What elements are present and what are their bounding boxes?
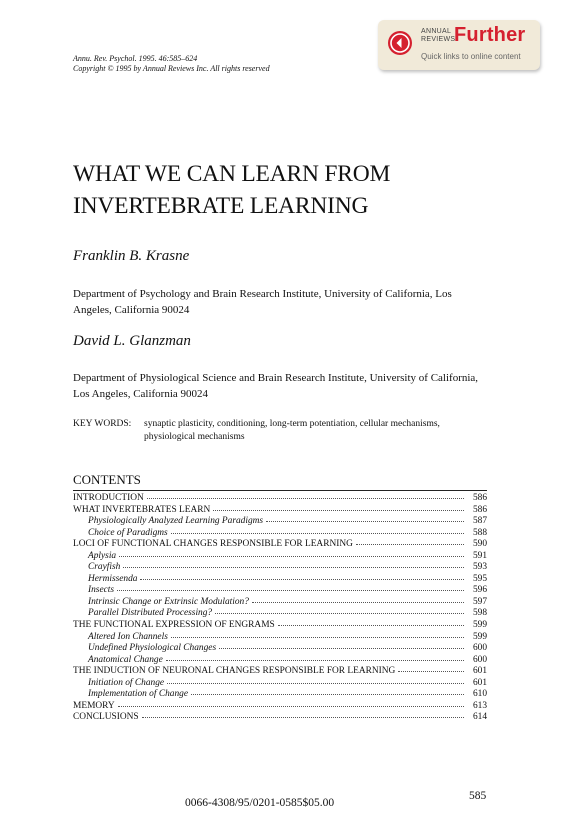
page-number: 585: [469, 790, 487, 802]
toc-entry[interactable]: [73, 710, 487, 722]
toc-leader-dots: [356, 536, 464, 545]
play-arrow-icon: [388, 31, 412, 55]
toc-entry-label: Altered Ion Channels: [88, 631, 168, 642]
price-code: 0066-4308/95/0201-0585$05.00: [185, 797, 335, 809]
toc-leader-dots: [167, 675, 464, 684]
toc-entry-label: Aplysia: [88, 550, 117, 561]
annual-reviews-further-link[interactable]: [378, 20, 540, 70]
toc-entry-label: THE INDUCTION OF NEURONAL CHANGES RESPONSIBLE FOR LEARNING: [73, 666, 396, 677]
keywords-label: KEY WORDS:: [73, 419, 132, 429]
toc-leader-dots: [171, 525, 464, 534]
toc-entry-label: Crayfish: [88, 562, 121, 573]
author-affiliation: Department of Psychology and Brain Research Institute, University of California, Los Angeles, California 90024: [73, 288, 452, 316]
toc-entry-page: 599: [472, 631, 487, 642]
toc-leader-dots: [118, 698, 464, 707]
toc-leader-dots: [171, 629, 464, 638]
further-wordmark: Further: [454, 24, 526, 46]
toc-entry-label: Parallel Distributed Processing?: [88, 608, 213, 619]
toc-entry-page: 614: [472, 712, 487, 723]
toc-leader-dots: [142, 709, 464, 718]
toc-entry-label: Physiologically Analyzed Learning Paradigms: [88, 516, 264, 527]
toc-leader-dots: [266, 513, 464, 522]
toc-entry-label: Insects: [88, 585, 115, 596]
toc-leader-dots: [117, 582, 464, 591]
toc-entry-label: Initiation of Change: [88, 677, 165, 688]
toc-entry-page: 598: [472, 608, 487, 619]
toc-entry-label: Choice of Paradigms: [88, 527, 168, 538]
toc-leader-dots: [252, 594, 464, 603]
toc-entry-page: 593: [472, 562, 487, 573]
toc-entry-page: 613: [472, 700, 487, 711]
toc-leader-dots: [119, 548, 464, 557]
toc-entry-page: 600: [472, 643, 487, 654]
toc-entry-label: LOCI OF FUNCTIONAL CHANGES RESPONSIBLE FOR LEARNING: [73, 539, 353, 550]
toc-entry-label: CONCLUSIONS: [73, 712, 139, 723]
toc-entry-page: 591: [472, 550, 487, 561]
toc-leader-dots: [166, 652, 464, 661]
toc-entry-label: Anatomical Change: [88, 654, 163, 665]
toc-leader-dots: [278, 617, 464, 626]
toc-entry-page: 595: [472, 573, 487, 584]
toc-leader-dots: [219, 640, 464, 649]
toc-leader-dots: [213, 502, 464, 511]
author-affiliation: Department of Physiological Science and Brain Research Institute, University of California, Los Angeles, California 90024: [73, 372, 479, 400]
toc-entry-page: 601: [472, 677, 487, 688]
toc-entry-label: INTRODUCTION: [73, 493, 144, 503]
journal-citation: Annu. Rev. Psychol. 1995. 46:585–624: [73, 54, 198, 63]
toc-leader-dots: [215, 605, 464, 614]
toc-entry-page: 596: [472, 585, 487, 596]
toc-leader-dots: [398, 663, 464, 672]
toc-entry-page: 610: [472, 689, 487, 700]
toc-entry-label: Undefined Physiological Changes: [88, 643, 217, 654]
toc-entry-label: Intrinsic Change or Extrinsic Modulation?: [88, 596, 249, 607]
toc-entry-label: MEMORY: [73, 700, 115, 711]
toc-entry-page: 586: [472, 504, 487, 515]
author-name: Franklin B. Krasne: [73, 248, 190, 264]
toc-entry-page: 600: [472, 654, 487, 665]
toc-entry-label: Hermissenda: [88, 573, 138, 584]
toc-leader-dots: [147, 490, 464, 499]
toc-leader-dots: [191, 686, 464, 695]
toc-entry-page: 587: [472, 516, 487, 527]
toc-entry-page: 601: [472, 666, 487, 677]
toc-entry-page: 586: [472, 493, 487, 503]
toc-entry-page: 597: [472, 596, 487, 607]
annual-reviews-logo-text: ANNUAL REVIEWS: [421, 28, 456, 43]
toc-entry-label: WHAT INVERTEBRATES LEARN: [73, 504, 211, 515]
toc-entry-page: 590: [472, 539, 487, 550]
toc-entry-page: 599: [472, 620, 487, 631]
toc-leader-dots: [140, 571, 464, 580]
toc-entry-page: 588: [472, 527, 487, 538]
copyright-notice: Copyright © 1995 by Annual Reviews Inc. All rights reserved: [73, 64, 270, 73]
toc-entry-label: Implementation of Change: [88, 689, 188, 700]
article-title: WHAT WE CAN LEARN FROM INVERTEBRATE LEARNING: [73, 161, 391, 219]
author-name: David L. Glanzman: [73, 333, 191, 349]
keywords-list: synaptic plasticity, conditioning, long-term potentiation, cellular mechanisms, physiological mechanisms: [144, 419, 440, 442]
toc-leader-dots: [123, 559, 464, 568]
contents-heading: CONTENTS: [73, 472, 141, 487]
toc-entry-label: THE FUNCTIONAL EXPRESSION OF ENGRAMS: [73, 620, 275, 631]
further-subtitle: Quick links to online content: [421, 52, 521, 61]
table-of-contents: [73, 490, 487, 722]
journal-reference: [73, 54, 270, 74]
